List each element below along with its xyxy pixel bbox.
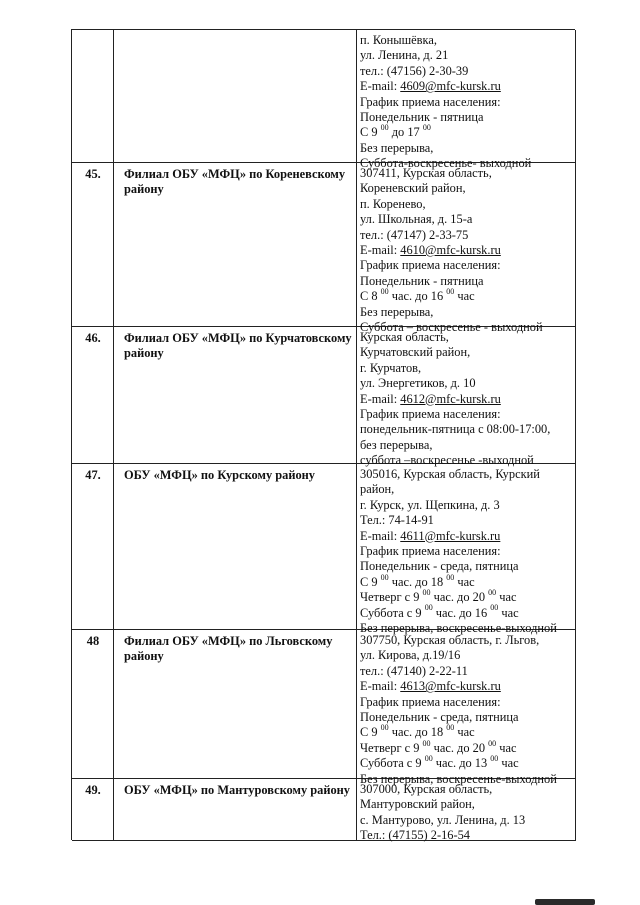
minutes-superscript: 00 (380, 723, 389, 733)
info-line: тел.: (47140) 2-22-11 (360, 663, 468, 678)
info-line: Кореневский район, (360, 181, 466, 196)
minutes-superscript: 00 (446, 723, 455, 733)
info-line: ул. Ленина, д. 21 (360, 48, 449, 63)
row-number: 49. (85, 783, 101, 797)
minutes-superscript: 00 (380, 572, 389, 582)
minutes-superscript: 00 (422, 123, 431, 133)
info-line: Понедельник - пятница (360, 109, 484, 124)
info-line: суббота –воскресенье -выходной (360, 453, 534, 468)
table-row (72, 30, 576, 171)
row-number: 48 (86, 634, 100, 648)
minutes-superscript: 00 (488, 738, 497, 748)
table-row (72, 163, 576, 334)
info-line: E-mail: 4610@mfc-kursk.ru (360, 242, 501, 257)
info-line: ул. Кирова, д.19/16 (360, 648, 461, 663)
info-line: Суббота с 9 $^{00}$ час. до 13 $^{00}$ час (360, 754, 519, 771)
info-line: График приема населения: (360, 94, 501, 109)
minutes-superscript: 00 (490, 754, 499, 763)
info-line: Понедельник - среда, пятница (360, 559, 519, 574)
info-line: С 9 $^{00}$ час. до 18 $^{00}$ час (360, 572, 475, 589)
info-line: Четверг с 9 $^{00}$ час. до 20 $^{00}$ час (360, 738, 517, 755)
info-line: С 9 $^{00}$ до 17 $^{00}$ (360, 123, 431, 140)
minutes-superscript: 00 (488, 588, 497, 597)
info-line: График приема населения: (360, 694, 501, 709)
minutes-superscript: 00 (446, 572, 455, 582)
info-line: График приема населения: (360, 543, 501, 558)
info-line: Тел.: 74-14-91 (360, 513, 434, 528)
branch-name: ОБУ «МФЦ» по Мантуровскому району (124, 783, 351, 797)
scan-edge-mark (535, 899, 595, 905)
info-line: район, (360, 482, 395, 497)
minutes-superscript: 00 (424, 603, 433, 613)
info-line: Без перерыва, (360, 140, 434, 155)
info-line: E-mail: 4612@mfc-kursk.ru (360, 391, 501, 406)
info-line: ул. Школьная, д. 15-а (360, 212, 473, 227)
info-line: Суббота с 9 $^{00}$ час. до 16 $^{00}$ час (360, 603, 519, 620)
info-line: г. Курск, ул. Щепкина, д. 3 (360, 497, 500, 512)
row-number: 46. (85, 331, 101, 345)
contact-info (360, 633, 573, 787)
minutes-superscript: 00 (446, 287, 455, 296)
info-line: Без перерыва, (360, 304, 434, 319)
info-line: тел.: (47147) 2-33-75 (360, 227, 469, 242)
info-line: Понедельник - среда, пятница (360, 709, 519, 724)
minutes-superscript: 00 (380, 123, 389, 133)
info-line: Суббота-воскресенье- выходной (360, 156, 532, 171)
info-line: 307411, Курская область, (360, 166, 492, 180)
info-line: г. Курчатов, (360, 360, 422, 375)
contact-info (360, 166, 573, 335)
info-line: График приема населения: (360, 406, 501, 421)
mfc-branches-table (71, 29, 575, 843)
row-number: 45. (85, 167, 101, 181)
minutes-superscript: 00 (422, 738, 431, 748)
branch-name: Филиал ОБУ «МФЦ» по Льговскому району (124, 634, 333, 663)
minutes-superscript: 00 (424, 754, 433, 763)
info-line: без перерыва, (360, 437, 433, 452)
info-line: п. Конышёвка, (360, 33, 437, 47)
info-line: Четверг с 9 $^{00}$ час. до 20 $^{00}$ час (360, 588, 517, 605)
contact-info (360, 782, 573, 844)
table-row (72, 779, 576, 841)
info-line: 305016, Курская область, Курский (360, 467, 540, 481)
info-line: Понедельник - пятница (360, 273, 484, 288)
email-link[interactable]: 4609@mfc-kursk.ru (400, 79, 501, 94)
table-row (72, 464, 576, 635)
minutes-superscript: 00 (380, 287, 389, 296)
info-line: Суббота – воскресенье - выходной (360, 319, 543, 334)
info-line: С 9 $^{00}$ час. до 18 $^{00}$ час (360, 723, 475, 740)
info-line: Тел.: (47155) 2-16-54 (360, 828, 470, 843)
table-row (72, 327, 576, 468)
info-line: E-mail: 4611@mfc-kursk.ru (360, 528, 501, 543)
info-line: п. Коренево, (360, 196, 426, 211)
info-line: График приема населения: (360, 258, 501, 273)
email-link[interactable]: 4611@mfc-kursk.ru (400, 528, 501, 543)
info-line: 307000, Курская область, (360, 782, 493, 796)
info-line: ул. Энергетиков, д. 10 (360, 376, 476, 391)
row-number: 47. (85, 468, 101, 482)
info-line: Без перерыва, воскресенье-выходной (360, 620, 557, 635)
info-line: Мантуровский район, (360, 797, 475, 812)
info-line: Курчатовский район, (360, 345, 471, 360)
info-line: Без перерыва, воскресенье-выходной (360, 771, 557, 786)
info-line: С 8 $^{00}$ час. до 16 $^{00}$ час (360, 287, 475, 304)
branch-name: Филиал ОБУ «МФЦ» по Курчатовскому району (124, 331, 352, 360)
info-line: E-mail: 4613@mfc-kursk.ru (360, 679, 501, 694)
email-link[interactable]: 4613@mfc-kursk.ru (400, 679, 501, 694)
branch-name: Филиал ОБУ «МФЦ» по Кореневскому району (124, 167, 346, 196)
email-link[interactable]: 4610@mfc-kursk.ru (400, 242, 501, 257)
table-row (72, 630, 576, 786)
contact-info (360, 467, 573, 636)
contact-info (360, 33, 573, 172)
info-line: Курская область, (360, 330, 449, 344)
info-line: понедельник-пятница с 08:00-17:00, (360, 422, 551, 437)
contact-info (360, 330, 573, 469)
info-line: с. Мантурово, ул. Ленина, д. 13 (360, 812, 526, 827)
minutes-superscript: 00 (422, 588, 431, 597)
info-line: 307750, Курская область, г. Льгов, (360, 633, 540, 647)
info-line: тел.: (47156) 2-30-39 (360, 63, 469, 78)
branch-name: ОБУ «МФЦ» по Курскому району (124, 468, 316, 482)
minutes-superscript: 00 (490, 603, 499, 613)
info-line: E-mail: 4609@mfc-kursk.ru (360, 79, 501, 94)
email-link[interactable]: 4612@mfc-kursk.ru (400, 391, 501, 406)
